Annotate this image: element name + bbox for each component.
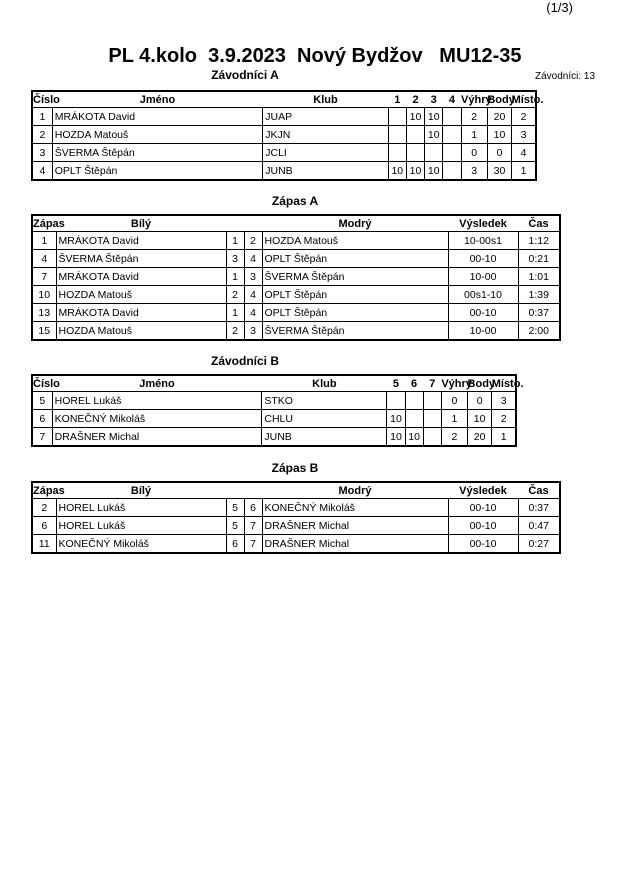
table-row xyxy=(32,232,560,250)
table-cell xyxy=(443,144,461,162)
table-cell: DRAŠNER Michal xyxy=(262,517,448,535)
col-header: Číslo xyxy=(33,377,60,390)
table-cell xyxy=(406,144,424,162)
table-cell: 1 xyxy=(461,126,487,144)
col-header: Zápas xyxy=(33,484,65,497)
table-row xyxy=(32,392,516,410)
col-header: 3 xyxy=(430,93,437,106)
table-cell xyxy=(405,410,423,428)
col-header: Výsledek xyxy=(459,484,507,497)
table-cell: 10 xyxy=(406,108,424,126)
table-cell: HOZDA Matouš xyxy=(52,126,263,144)
col-header: 2 xyxy=(412,93,419,106)
table-cell: 10 xyxy=(405,428,423,447)
matches-a-heading: Zápas A xyxy=(271,194,319,208)
table-cell: DRAŠNER Michal xyxy=(52,428,262,447)
table-row xyxy=(32,535,560,554)
table-cell: MRÁKOTA David xyxy=(56,232,226,250)
table-row xyxy=(32,428,516,447)
table-cell: 0 xyxy=(487,144,511,162)
col-header: Klub xyxy=(313,93,338,106)
table-cell: 11 xyxy=(32,535,56,554)
table-row xyxy=(32,517,560,535)
table-cell: 00-10 xyxy=(448,499,518,517)
table-cell: 2 xyxy=(226,322,244,341)
table-cell: 2 xyxy=(32,499,56,517)
col-header: Klub xyxy=(312,377,337,390)
table-cell xyxy=(406,126,424,144)
table-cell: JCLI xyxy=(263,144,388,162)
table-cell: JUNB xyxy=(262,428,387,447)
competitors-a-table xyxy=(31,90,544,181)
table-row xyxy=(32,250,560,268)
table-cell: 0 xyxy=(468,392,492,410)
table-cell: 4 xyxy=(512,144,536,162)
col-header: 4 xyxy=(448,93,455,106)
table-cell: 3 xyxy=(461,162,487,181)
table-cell: 10 xyxy=(468,410,492,428)
table-cell: 1:12 xyxy=(518,232,560,250)
table-cell: HOZDA Matouš xyxy=(262,232,448,250)
competitors-b-table xyxy=(31,374,524,447)
table-cell: 2 xyxy=(32,126,52,144)
table-row xyxy=(32,304,560,322)
table-cell xyxy=(423,428,441,447)
table-cell xyxy=(388,126,406,144)
table-cell: HOREL Lukáš xyxy=(56,499,226,517)
col-header: Čas xyxy=(528,484,549,497)
table-cell: 20 xyxy=(487,108,511,126)
col-header: Výsledek xyxy=(459,217,507,230)
table-cell xyxy=(425,144,443,162)
table-row xyxy=(32,108,536,126)
table-cell: 4 xyxy=(32,162,52,181)
table-cell: 10 xyxy=(425,108,443,126)
table-cell: CHLU xyxy=(262,410,387,428)
table-cell: 2 xyxy=(492,410,516,428)
table-cell: 10 xyxy=(387,428,405,447)
table-cell: 00-10 xyxy=(448,517,518,535)
col-header: 6 xyxy=(411,377,418,390)
col-header: Zápas xyxy=(33,217,65,230)
table-cell: 30 xyxy=(487,162,511,181)
table-cell: MRÁKOTA David xyxy=(56,268,226,286)
table-cell: 10 xyxy=(406,162,424,181)
col-header: 7 xyxy=(429,377,436,390)
col-header: 1 xyxy=(394,93,401,106)
table-cell: 00-10 xyxy=(448,304,518,322)
table-cell: 10 xyxy=(388,162,406,181)
table-cell: 1:01 xyxy=(518,268,560,286)
competitors-count: Závodníci: 13 xyxy=(535,71,596,82)
col-header: Místo. xyxy=(511,93,544,106)
table-cell: 7 xyxy=(32,428,52,447)
col-header: Čas xyxy=(528,217,549,230)
table-cell xyxy=(443,108,461,126)
table-cell: 0:21 xyxy=(518,250,560,268)
table-cell: 0:27 xyxy=(518,535,560,554)
table-cell: 2 xyxy=(226,286,244,304)
col-header: 5 xyxy=(392,377,400,390)
table-cell: 5 xyxy=(226,517,244,535)
table-cell: OPLT Štěpán xyxy=(52,162,263,181)
table-cell: OPLT Štěpán xyxy=(262,250,448,268)
table-cell: 1 xyxy=(226,268,244,286)
table-cell: 2 xyxy=(461,108,487,126)
table-row xyxy=(32,410,516,428)
table-cell: 7 xyxy=(244,517,262,535)
table-cell: 20 xyxy=(468,428,492,447)
table-cell: 1 xyxy=(32,108,52,126)
col-header: Místo. xyxy=(491,377,524,390)
table-cell: 6 xyxy=(32,517,56,535)
table-cell xyxy=(443,162,461,181)
table-cell: 4 xyxy=(244,286,262,304)
table-cell: MRÁKOTA David xyxy=(56,304,226,322)
col-header: Bílý xyxy=(130,484,152,497)
table-cell xyxy=(423,392,441,410)
table-row xyxy=(32,268,560,286)
table-cell: 3 xyxy=(244,322,262,341)
col-header: Výhry xyxy=(441,377,472,390)
table-cell: 10 xyxy=(387,410,405,428)
table-cell: 1 xyxy=(512,162,536,181)
table-cell: KONEČNÝ Mikoláš xyxy=(262,499,448,517)
competitors-a-header xyxy=(32,91,536,108)
col-header: Jméno xyxy=(139,377,175,390)
table-cell: 10 xyxy=(425,162,443,181)
table-cell: 2:00 xyxy=(518,322,560,341)
table-cell: STKO xyxy=(262,392,387,410)
table-row xyxy=(32,162,536,181)
table-cell: MRÁKOTA David xyxy=(52,108,263,126)
table-cell: 1 xyxy=(441,410,467,428)
table-cell: 0 xyxy=(441,392,467,410)
table-cell: 0:47 xyxy=(518,517,560,535)
table-cell: 10 xyxy=(32,286,56,304)
col-header: Modrý xyxy=(338,217,372,230)
table-cell: 3 xyxy=(492,392,516,410)
table-row xyxy=(32,126,536,144)
table-cell: 4 xyxy=(32,250,56,268)
table-row xyxy=(32,286,560,304)
competitors-a-heading: Závodníci A xyxy=(211,68,279,82)
table-cell: 6 xyxy=(244,499,262,517)
col-header: Výhry xyxy=(461,93,492,106)
table-cell xyxy=(405,392,423,410)
table-cell: 1 xyxy=(226,232,244,250)
table-cell: 10 xyxy=(487,126,511,144)
matches-b-header xyxy=(32,482,560,499)
table-cell: ŠVERMA Štěpán xyxy=(56,250,226,268)
table-cell xyxy=(387,392,405,410)
table-cell: JUAP xyxy=(263,108,388,126)
table-cell: HOREL Lukáš xyxy=(56,517,226,535)
table-cell: 6 xyxy=(32,410,52,428)
table-cell: 0 xyxy=(461,144,487,162)
table-row xyxy=(32,144,536,162)
table-cell: 0:37 xyxy=(518,304,560,322)
col-header: Body xyxy=(487,93,515,106)
table-cell: ŠVERMA Štěpán xyxy=(262,268,448,286)
table-cell: 13 xyxy=(32,304,56,322)
table-cell: 3 xyxy=(244,268,262,286)
table-cell: 3 xyxy=(32,144,52,162)
col-header: Jméno xyxy=(139,93,176,106)
col-header: Bílý xyxy=(130,217,152,230)
table-cell: ŠVERMA Štěpán xyxy=(262,322,448,341)
table-cell: 10 xyxy=(425,126,443,144)
table-cell: 00s1-10 xyxy=(448,286,518,304)
table-cell: 2 xyxy=(441,428,467,447)
table-cell: 4 xyxy=(244,304,262,322)
table-cell xyxy=(423,410,441,428)
table-cell: HOZDA Matouš xyxy=(56,286,226,304)
table-cell: 3 xyxy=(512,126,536,144)
matches-b-table xyxy=(31,481,561,554)
table-cell: 10-00s1 xyxy=(448,232,518,250)
table-cell: 3 xyxy=(226,250,244,268)
table-row xyxy=(32,322,560,341)
table-cell: 1 xyxy=(32,232,56,250)
table-cell: DRAŠNER Michal xyxy=(262,535,448,554)
table-cell: 5 xyxy=(226,499,244,517)
page-number: (1/3) xyxy=(546,0,573,15)
table-cell: 7 xyxy=(244,535,262,554)
col-header: Modrý xyxy=(338,484,372,497)
table-cell: 5 xyxy=(32,392,52,410)
table-cell: OPLT Štěpán xyxy=(262,304,448,322)
table-cell: 1:39 xyxy=(518,286,560,304)
table-cell: 4 xyxy=(244,250,262,268)
table-cell xyxy=(388,144,406,162)
matches-a-header xyxy=(32,215,560,232)
table-cell: 7 xyxy=(32,268,56,286)
table-cell: 2 xyxy=(244,232,262,250)
competitors-b-header xyxy=(32,375,516,392)
col-header: Body xyxy=(467,377,496,390)
page-title: PL 4.kolo 3.9.2023 Nový Bydžov MU12-35 xyxy=(108,45,522,67)
table-cell: 2 xyxy=(512,108,536,126)
matches-a-table xyxy=(31,214,561,341)
table-cell: 15 xyxy=(32,322,56,341)
competitors-b-heading: Závodníci B xyxy=(210,354,279,368)
table-cell: 1 xyxy=(226,304,244,322)
table-cell: 1 xyxy=(492,428,516,447)
table-cell: JKJN xyxy=(263,126,388,144)
table-cell: OPLT Štěpán xyxy=(262,286,448,304)
table-cell: ŠVERMA Štěpán xyxy=(52,144,263,162)
table-cell: KONEČNÝ Mikoláš xyxy=(56,535,226,554)
matches-b-heading: Zápas B xyxy=(271,461,319,475)
table-row xyxy=(32,499,560,517)
table-cell xyxy=(443,126,461,144)
table-cell: HOREL Lukáš xyxy=(52,392,262,410)
table-cell: KONEČNÝ Mikoláš xyxy=(52,410,262,428)
table-cell: 00-10 xyxy=(448,250,518,268)
table-cell xyxy=(388,108,406,126)
table-cell: 6 xyxy=(226,535,244,554)
table-cell: HOZDA Matouš xyxy=(56,322,226,341)
table-cell: JUNB xyxy=(263,162,388,181)
table-cell: 10-00 xyxy=(448,322,518,341)
table-cell: 00-10 xyxy=(448,535,518,554)
table-cell: 10-00 xyxy=(448,268,518,286)
col-header: Číslo xyxy=(33,93,60,106)
table-cell: 0:37 xyxy=(518,499,560,517)
